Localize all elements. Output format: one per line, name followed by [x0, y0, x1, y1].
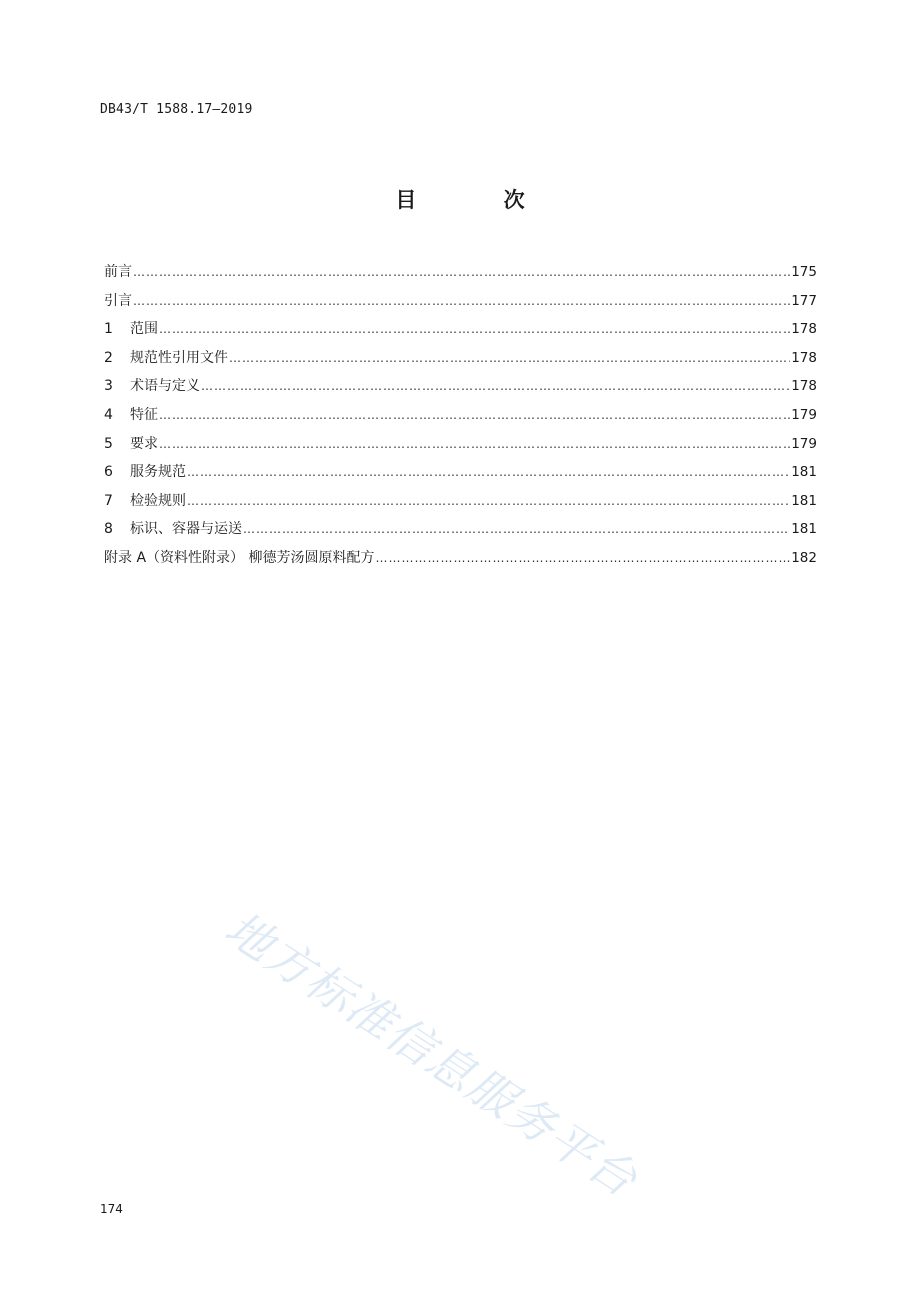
- toc-entry-page: 181: [791, 464, 817, 481]
- toc-leader-dots: [187, 494, 790, 508]
- toc-leader-dots: [133, 265, 790, 279]
- document-code: DB43/T 1588.17—2019: [100, 102, 253, 117]
- toc-leader-dots: [133, 294, 790, 308]
- toc-title: 目 次: [395, 188, 565, 212]
- toc-entry-label: 标识、容器与运送: [130, 521, 242, 538]
- toc-leader-dots: [159, 322, 790, 336]
- toc-entry-number: 3: [104, 378, 113, 395]
- toc-entry-label: 检验规则: [130, 492, 186, 509]
- toc-entry-page: 179: [791, 406, 817, 423]
- toc-leader-dots: [201, 379, 790, 393]
- toc-leader-dots: [229, 351, 790, 365]
- toc-entry-label: 要求: [130, 435, 158, 452]
- toc-entry-number: 5: [104, 435, 113, 452]
- toc-entry-page: 181: [791, 521, 817, 538]
- page-number: 174: [100, 1202, 123, 1216]
- toc-entry-page: 178: [791, 378, 817, 395]
- toc-entry-label: 附录 A（资料性附录） 柳德芳汤圆原料配方: [104, 549, 375, 566]
- toc-entry-number: 2: [104, 349, 113, 366]
- watermark: 地方标准信息服务平台: [215, 900, 648, 1208]
- toc-entry-label: 前言: [104, 264, 132, 280]
- toc-entry-appendix-a[interactable]: [104, 547, 817, 576]
- toc-entry-number: 4: [104, 406, 113, 423]
- toc-entry-page: 175: [791, 264, 817, 280]
- toc-entry-page: 178: [791, 349, 817, 366]
- toc-leader-dots: [187, 465, 790, 479]
- toc-entry-4[interactable]: [104, 404, 817, 433]
- toc-entry-page: 178: [791, 321, 817, 338]
- toc-entry-label: 服务规范: [130, 464, 186, 481]
- toc-entry-label: 范围: [130, 321, 158, 338]
- toc-entry-page: 179: [791, 435, 817, 452]
- toc-leader-dots: [375, 551, 790, 565]
- toc-entry-page: 182: [791, 549, 817, 566]
- toc-leader-dots: [159, 408, 790, 422]
- table-of-contents: [104, 261, 817, 576]
- toc-entry-5[interactable]: [104, 433, 817, 462]
- toc-entry-label: 引言: [104, 292, 132, 309]
- toc-entry-label: 规范性引用文件: [130, 349, 228, 366]
- toc-entry-number: 8: [104, 521, 113, 538]
- toc-entry-introduction[interactable]: [104, 290, 817, 319]
- toc-entry-number: 6: [104, 464, 113, 481]
- toc-entry-label: 特征: [130, 406, 158, 423]
- toc-entry-page: 177: [791, 292, 817, 309]
- toc-entry-2[interactable]: [104, 347, 817, 376]
- toc-entry-number: 7: [104, 492, 113, 509]
- toc-entry-number: 1: [104, 321, 113, 338]
- toc-entry-6[interactable]: [104, 461, 817, 490]
- toc-leader-dots: [159, 437, 790, 451]
- toc-entry-7[interactable]: [104, 490, 817, 519]
- toc-entry-8[interactable]: [104, 518, 817, 547]
- toc-leader-dots: [243, 522, 790, 536]
- toc-entry-page: 181: [791, 492, 817, 509]
- toc-entry-foreword[interactable]: [104, 261, 817, 290]
- toc-entry-label: 术语与定义: [130, 378, 200, 395]
- toc-entry-3[interactable]: [104, 375, 817, 404]
- toc-entry-1[interactable]: [104, 318, 817, 347]
